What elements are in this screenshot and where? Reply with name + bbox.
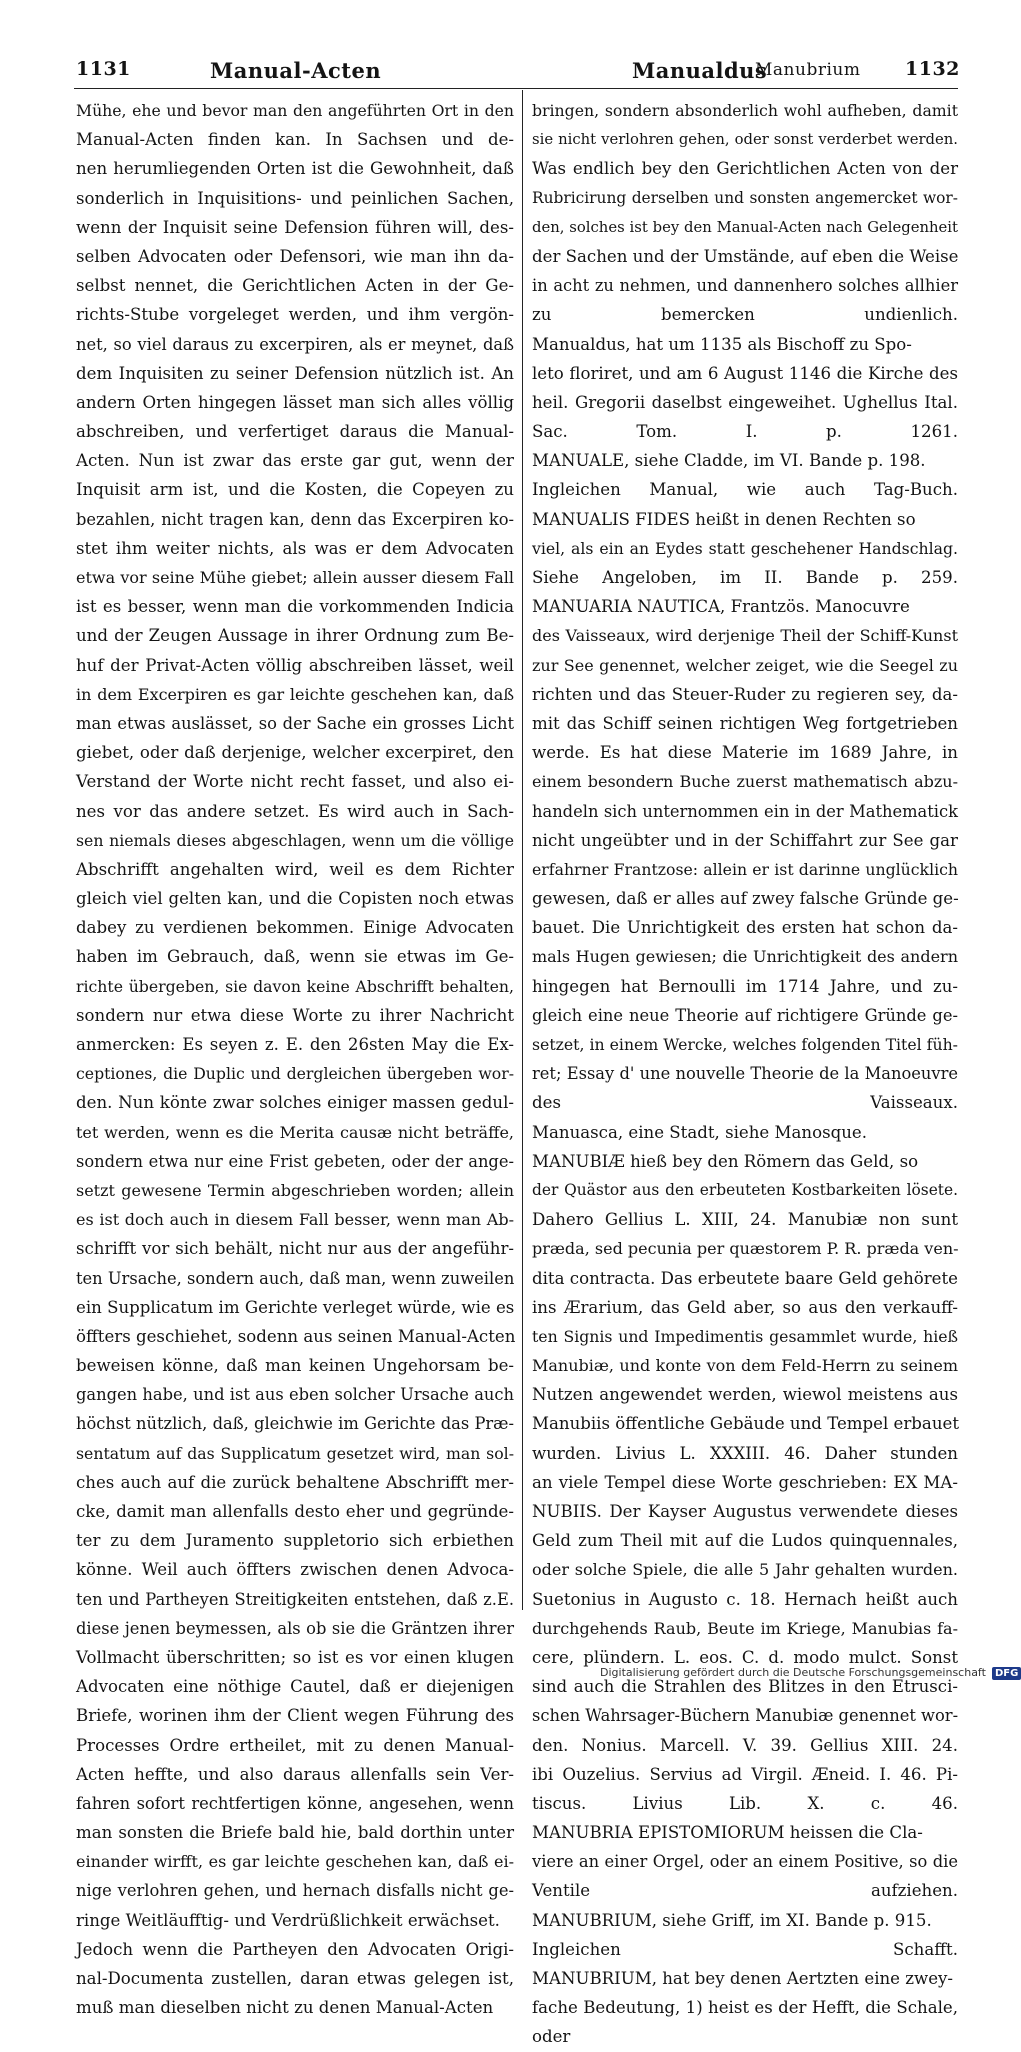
right-column-line: gleich eine neue Theorie auf richtigere Gründe ge- [532, 1005, 958, 1025]
left-column-line: tet werden, wenn es die Merita causæ nicht beträffe, [76, 1122, 514, 1142]
right-column-line: den, solches ist bey den Manual-Acten nach Gelegenheit [532, 218, 958, 236]
right-column-line: zu bemercken undienlich. [532, 305, 958, 325]
left-column-line: öffters geschiehet, sodenn aus seinen Manual-Acten [76, 1326, 516, 1346]
left-column-line: nal-Documenta zustellen, daran etwas gelegen ist, [76, 1969, 514, 1988]
right-column-line: ins Ærarium, das Geld aber, so aus den verkauff- [532, 1297, 958, 1317]
left-column-line: Verstand der Worte nicht recht fasset, und also ei- [76, 772, 514, 792]
left-column-line: sen niemals dieses abgeschlagen, wenn um die völlige [76, 830, 514, 850]
right-column-line: sind auch die Strahlen des Blitzes in den Etrusci- [532, 1677, 958, 1697]
left-column-line: Inquisit arm ist, und die Kosten, die Copeyen zu [76, 480, 514, 500]
right-column-line: Manualdus, hat um 1135 als Bischoff zu Spo- [532, 334, 912, 354]
right-column-line: oder [532, 2027, 571, 2047]
left-column-line: cke, damit man allenfalls desto eher und gegründe- [76, 1502, 514, 1521]
left-column-line: bezahlen, nicht tragen kan, denn das Excerpiren ko- [76, 509, 514, 529]
left-column-line: sondern nur etwa diese Worte zu ihrer Nachricht [76, 1005, 514, 1025]
left-column-line: selbst nennet, die Gerichtlichen Acten in der Ge- [76, 276, 514, 296]
left-column-line: Advocaten eine nöthige Cautel, daß er diejenigen [76, 1677, 514, 1697]
left-column-line: huf der Privat-Acten völlig abschreiben lässet, weil [76, 655, 514, 675]
left-column-line: Briefe, worinen ihm der Client wegen Führung des [76, 1706, 514, 1726]
header-rule [74, 88, 958, 89]
left-column-line: abschreiben, und verfertiget daraus die Manual- [76, 422, 514, 442]
left-column-line: Vollmacht überschritten; so ist es vor einen klugen [76, 1647, 514, 1667]
right-column-line: sie nicht verlohren gehen, oder sonst verderbet werden. [532, 131, 958, 149]
left-column-line: sentatum auf das Supplicatum gesetzet wird, man sol- [76, 1443, 514, 1463]
right-column-line: oder solche Spiele, die alle 5 Jahr gehalten wurden. [532, 1560, 958, 1580]
left-column-line: wenn der Inquisit seine Defension führen will, des- [76, 217, 514, 237]
right-column-line: Was endlich bey den Gerichtlichen Acten von der [532, 159, 958, 179]
right-column-line: Manubiis öffentliche Gebäude und Tempel erbauet [532, 1414, 959, 1434]
left-column-line: setzt gewesene Termin abgeschrieben worden; allein [76, 1180, 514, 1200]
right-column-line: mit das Schiff seinen richtigen Weg fortgetrieben [532, 713, 958, 733]
dfg-logo: DFG [992, 1667, 1021, 1680]
right-column-line: der Sachen und der Umstände, auf eben die Weise [532, 246, 959, 266]
left-column-line: gangen habe, und ist aus eben solcher Ursache auch [76, 1385, 514, 1405]
left-column-line: man etwas auslässet, so der Sache ein grosses Licht [76, 713, 514, 733]
right-column-line: ret; Essay d' une nouvelle Theorie de la Manoeuvre [532, 1064, 958, 1084]
left-column-line: gleich viel gelten kan, und die Copisten noch etwas [76, 889, 514, 909]
right-column-line: tiscus. Livius Lib. X. c. 46. [532, 1793, 958, 1813]
left-column-line: dabey zu verdienen bekommen. Einige Advocaten [76, 918, 514, 938]
left-column-line: ringe Weitläufftig- und Verdrüßlichkeit erwächset. [76, 1910, 500, 1930]
right-column-line: Ingleichen Schafft. [532, 1939, 958, 1959]
right-column-line: ten Signis und Impedimentis gesammlet wurde, hieß [532, 1326, 958, 1346]
left-column-line: ceptiones, die Duplic und dergleichen übergeben wor- [76, 1064, 514, 1084]
left-column-line: könne. Weil auch öffters zwischen denen Advoca- [76, 1560, 514, 1580]
left-column-line: etwa vor seine Mühe giebet; allein ausser diesem Fall [76, 568, 514, 587]
right-column-line: in acht zu nehmen, und dannenhero solches allhier [532, 276, 958, 296]
left-column-line: es ist doch auch in diesem Fall besser, wenn man Ab- [76, 1210, 514, 1230]
left-column-line: den. Nun könte zwar solches einiger massen gedul- [76, 1093, 514, 1113]
left-column-line: ist es besser, wenn man die vorkommenden Indicia [76, 597, 514, 617]
right-column-line: Sac. Tom. I. p. 1261. [532, 422, 958, 442]
right-column-line: Manubiæ, und konte von dem Feld-Herrn zu seinem [532, 1356, 958, 1376]
right-column-line: NUBIIS. Der Kayser Augustus verwendete dieses [532, 1502, 958, 1521]
left-column-line: ten Ursache, sondern auch, daß man, wenn zuweilen [76, 1268, 515, 1288]
right-column-line: der Quästor aus den erbeuteten Kostbarkeiten lösete. [532, 1180, 958, 1199]
right-column-line: mals Hugen gewiesen; die Unrichtigkeit des andern [532, 947, 958, 967]
right-column-line: handeln sich unternommen ein in der Mathematick [532, 801, 958, 821]
column-divider [522, 90, 523, 1610]
left-column-line: Jedoch wenn die Partheyen den Advocaten Origi- [76, 1939, 514, 1959]
left-column-line: und der Zeugen Aussage in ihrer Ordnung zum Be- [76, 626, 514, 646]
left-column-line: richte übergeben, sie davon keine Abschrifft behalten, [76, 976, 514, 996]
right-column-line: Ventile aufziehen. [532, 1881, 958, 1901]
left-column-line: muß man dieselben nicht zu denen Manual-Acten [76, 1998, 494, 2018]
left-column-line: Abschrifft angehalten wird, weil es dem Richter [76, 859, 514, 879]
right-column-line: MANUBRIUM, hat bey denen Aertzten eine zwey- [532, 1969, 954, 1988]
right-column-line: Dahero Gellius L. XIII, 24. Manubiæ non sunt [532, 1210, 958, 1230]
left-column-line: man sonsten die Briefe bald hie, bald dorthin unter [76, 1823, 514, 1843]
right-column-line: hingegen hat Bernoulli im 1714 Jahre, und zu- [532, 976, 958, 996]
right-column-line: wurden. Livius L. XXXIII. 46. Daher stunden [532, 1443, 958, 1463]
left-running-title: Manual-Acten [210, 58, 382, 83]
left-column-line: ter zu dem Juramento suppletorio sich erbiethen [76, 1531, 514, 1551]
left-column-line: nen herumliegenden Orten ist die Gewohnheit, daß [76, 159, 514, 179]
right-column-line: MANUALE, siehe Cladde, im VI. Bande p. 198. [532, 451, 926, 471]
right-column-line: nicht ungeübter und in der Schiffahrt zur See gar [532, 830, 958, 850]
right-column-line: setzet, in einem Wercke, welches folgenden Titel füh- [532, 1035, 958, 1054]
left-column-line: richts-Stube vorgeleget werden, und ihm vergön- [76, 305, 514, 325]
left-column-line: Acten heffte, und also daraus allenfalls sein Ver- [76, 1764, 514, 1784]
left-column [76, 96, 514, 2022]
left-column-line: Acten. Nun ist zwar das erste gar gut, wenn der [76, 451, 514, 471]
left-column-line: einander wirfft, es gar leichte geschehen kan, daß ei- [76, 1852, 514, 1872]
right-column-line: ibi Ouzelius. Servius ad Virgil. Æneid. I. 46. Pi- [532, 1764, 958, 1784]
right-column-line: zur See genennet, welcher zeiget, wie die Seegel zu [532, 655, 958, 675]
left-column-line: Processes Ordre ertheilet, mit zu denen Manual- [76, 1735, 514, 1755]
right-column-line: Suetonius in Augusto c. 18. Hernach heißt auch [532, 1589, 958, 1609]
left-column-line: höchst nützlich, daß, gleichwie im Gerichte das Præ- [76, 1414, 514, 1434]
right-running-subtitle: Manubrium [755, 60, 861, 80]
left-column-line: sonderlich in Inquisitions- und peinlichen Sachen, [76, 188, 514, 208]
digitization-credit [600, 1666, 1021, 1680]
right-column-line: MANUBIÆ hieß bey den Römern das Geld, so [532, 1151, 919, 1171]
left-column-line: haben im Gebrauch, daß, wenn sie etwas im Ge- [76, 947, 514, 967]
right-column-line: durchgehends Raub, Beute im Kriege, Manubias fa- [532, 1618, 958, 1638]
right-column-line: præda, sed pecunia per quæstorem P. R. præda ven- [532, 1239, 959, 1259]
left-column-line: net, so viel daraus zu excerpiren, als er meynet, daß [76, 334, 514, 354]
left-column-line: ches auch auf die zurück behaltene Abschrifft mer- [76, 1472, 514, 1492]
left-column-line: in dem Excerpiren es gar leichte geschehen kan, daß [76, 684, 514, 704]
right-column-line: Siehe Angeloben, im II. Bande p. 259. [532, 568, 958, 587]
left-page-number: 1131 [76, 58, 131, 80]
right-column-line: MANUBRIA EPISTOMIORUM heissen die Cla- [532, 1823, 923, 1843]
right-column-line: fache Bedeutung, 1) heist es der Hefft, die Schale, [532, 1998, 958, 2018]
left-column-line: dem Inquisiten zu seiner Defension nützlich ist. An [76, 363, 514, 383]
left-column-line: Mühe, ehe und bevor man den angeführten Ort in den [76, 101, 514, 120]
left-column-line: fahren sofort rechtfertigen könne, angesehen, wenn [76, 1793, 514, 1813]
right-column-line: heil. Gregorii daselbst eingeweihet. Ughellus Ital. [532, 392, 958, 412]
left-column-line: selben Advocaten oder Defensori, wie man ihn da- [76, 246, 514, 266]
right-column-line: Geld zum Theil mit auf die Ludos quinquennales, [532, 1531, 958, 1551]
left-column-line: schrifft vor sich behält, nicht nur aus der angeführ- [76, 1239, 514, 1259]
right-column-line: MANUBRIUM, siehe Griff, im XI. Bande p. 915. [532, 1910, 932, 1930]
right-column-line: viel, als ein an Eydes statt geschehener Handschlag. [532, 538, 958, 558]
left-column-line: sondern etwa nur eine Frist gebeten, oder der ange- [76, 1151, 514, 1171]
left-column-line: andern Orten hingegen lässet man sich alles völlig [76, 392, 514, 412]
left-column-line: stet ihm weiter nichts, als was er dem Advocaten [76, 538, 514, 558]
right-column-line: MANUALIS FIDES heißt in denen Rechten so [532, 509, 916, 529]
right-column-line: einem besondern Buche zuerst mathematisch abzu- [532, 772, 958, 792]
left-column-line: ein Supplicatum im Gerichte verleget würde, wie es [76, 1297, 515, 1317]
left-column-line: ten und Partheyen Streitigkeiten entstehen, daß z.E. [76, 1589, 514, 1609]
left-column-line: nes vor das andere setzet. Es wird auch in Sach- [76, 801, 514, 821]
right-column-line: den. Nonius. Marcell. V. 39. Gellius XIII. 24. [532, 1735, 958, 1755]
right-column-line: bauet. Die Unrichtigkeit des ersten hat schon da- [532, 918, 958, 938]
right-column-line: dita contracta. Das erbeutete baare Geld gehörete [532, 1268, 958, 1288]
right-column-line: schen Wahrsager-Büchern Manubiæ genennet wor- [532, 1706, 959, 1726]
right-column-line: gewesen, daß er alles auf zwey falsche Gründe ge- [532, 889, 959, 909]
left-column-line: nige verlohren gehen, und hernach disfalls nicht ge- [76, 1881, 514, 1901]
right-column-line: leto floriret, und am 6 August 1146 die Kirche des [532, 363, 958, 383]
right-page-number: 1132 [905, 58, 960, 80]
left-column-line: diese jenen beymessen, als ob sie die Gräntzen ihrer [76, 1618, 514, 1638]
right-column-line: Rubricirung derselben und sonsten angemercket wor- [532, 188, 958, 207]
right-column-line: viere an einer Orgel, oder an einem Positive, so die [532, 1852, 958, 1872]
right-running-title: Manualdus [632, 58, 768, 83]
left-column-line: anmercken: Es seyen z. E. den 26sten May die Ex- [76, 1035, 514, 1054]
right-column-line: bringen, sondern absonderlich wohl aufheben, damit [532, 101, 958, 120]
right-column-line: richten und das Steuer-Ruder zu regieren sey, da- [532, 684, 958, 704]
right-column-line: an viele Tempel diese Worte geschrieben: EX MA- [532, 1472, 958, 1492]
right-column-line: Nutzen angewendet werden, wiewol meistens aus [532, 1385, 958, 1405]
left-column-line: beweisen könne, daß man keinen Ungehorsam be- [76, 1356, 514, 1376]
right-column-line: cere, plündern. L. eos. C. d. modo mulct. Sonst [532, 1647, 958, 1667]
right-column-line: erfahrner Frantzose: allein er ist darinne unglücklich [532, 859, 958, 879]
right-column-line: des Vaisseaux. [532, 1093, 958, 1113]
right-column-line: werde. Es hat diese Materie im 1689 Jahre, in [532, 743, 958, 763]
right-column-line: MANUARIA NAUTICA, Frantzös. Manocuvre [532, 597, 910, 617]
right-column [532, 96, 958, 2052]
right-column-line: Ingleichen Manual, wie auch Tag-Buch. [532, 480, 958, 500]
left-column-line: giebet, oder daß derjenige, welcher excerpiret, den [76, 743, 514, 763]
left-column-line: Manual-Acten finden kan. In Sachsen und de- [76, 130, 514, 150]
right-column-line: Manuasca, eine Stadt, siehe Manosque. [532, 1122, 867, 1142]
right-column-line: des Vaisseaux, wird derjenige Theil der Schiff-Kunst [532, 626, 958, 646]
credit-text: Digitalisierung gefördert durch die Deutsche Forschungsgemeinschaft [600, 1666, 986, 1679]
